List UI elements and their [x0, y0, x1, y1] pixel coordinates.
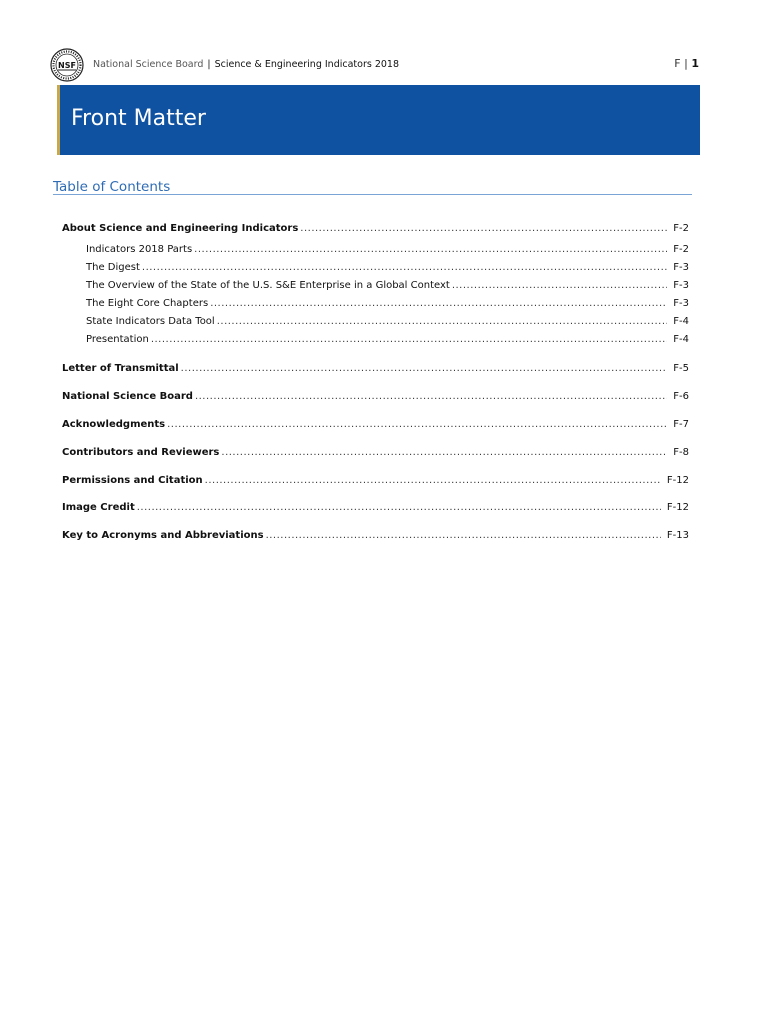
toc-leader-dots [167, 418, 667, 432]
toc-entry-title: State Indicators Data Tool [86, 316, 215, 327]
toc-entry-title: The Overview of the State of the U.S. S&E Enterprise in a Global Context [86, 280, 450, 291]
publication-title: Science & Engineering Indicators 2018 [214, 59, 399, 70]
toc-leader-dots [195, 390, 667, 404]
toc-entry-core-chapters[interactable] [86, 297, 689, 311]
toc-entry-title: Indicators 2018 Parts [86, 244, 193, 255]
toc-entry-page: F-3 [673, 298, 689, 309]
toc-entry-contributors-reviewers[interactable] [62, 446, 689, 460]
toc-leader-dots [194, 243, 667, 257]
toc-entry-title: National Science Board [62, 391, 193, 402]
seal-text: NSF [58, 61, 76, 70]
toc-entry-title: Letter of Transmittal [62, 363, 179, 374]
toc-entry-title: Acknowledgments [62, 419, 166, 430]
toc-leader-dots [137, 501, 661, 515]
page-number-value: 1 [691, 57, 699, 70]
header-title-line [93, 58, 399, 72]
toc-leader-dots [142, 261, 667, 275]
toc-heading [53, 176, 692, 195]
toc-entry-page: F-5 [673, 363, 689, 374]
toc-entry-acknowledgments[interactable] [62, 418, 689, 432]
toc-entry-state-data-tool[interactable] [86, 315, 689, 329]
toc-entry-title: The Eight Core Chapters [86, 298, 209, 309]
toc-entry-letter-of-transmittal[interactable] [62, 362, 689, 376]
toc-entry-national-science-board[interactable] [62, 390, 689, 404]
toc-entry-title: Key to Acronyms and Abbreviations [62, 530, 264, 541]
toc-entry-page: F-4 [673, 334, 689, 345]
toc-entry-indicators-parts[interactable] [86, 243, 689, 257]
toc-entry-title: The Digest [86, 262, 140, 273]
toc-leader-dots [205, 474, 661, 488]
page-number [674, 57, 699, 71]
running-header [50, 48, 700, 82]
org-name: National Science Board [93, 59, 204, 70]
toc-heading-text: Table of Contents [53, 179, 171, 195]
toc-entry-permissions-citation[interactable] [62, 474, 689, 488]
toc-entry-title: Permissions and Citation [62, 475, 203, 486]
toc-leader-dots [452, 279, 667, 293]
toc-entry-acronyms-abbreviations[interactable] [62, 529, 689, 543]
toc-leader-dots [151, 333, 667, 347]
toc-entry-title: Presentation [86, 334, 149, 345]
toc-leader-dots [300, 222, 667, 236]
toc-leader-dots [221, 446, 667, 460]
toc-entry-page: F-12 [666, 502, 689, 513]
toc-entry-title: Contributors and Reviewers [62, 447, 220, 458]
toc-entry-title: About Science and Engineering Indicators [62, 223, 299, 234]
page-separator: | [684, 57, 688, 70]
toc-entry-page: F-3 [673, 280, 689, 291]
toc-entry-page: F-7 [673, 419, 689, 430]
toc-entry-page: F-2 [673, 244, 689, 255]
toc-entry-page: F-12 [666, 475, 689, 486]
toc-entry-page: F-13 [666, 530, 689, 541]
toc-entry-title: Image Credit [62, 502, 135, 513]
toc-entry-presentation[interactable] [86, 333, 689, 347]
toc-entry-about-indicators[interactable] [62, 222, 689, 236]
toc-leader-dots [210, 297, 667, 311]
toc-entry-image-credit[interactable] [62, 501, 689, 515]
nsf-seal-logo [50, 48, 84, 82]
toc-leader-dots [217, 315, 668, 329]
toc-entry-page: F-2 [673, 223, 689, 234]
toc-entry-page: F-3 [673, 262, 689, 273]
page-prefix: F [674, 57, 681, 70]
section-title: Front Matter [71, 106, 206, 131]
toc-entry-page: F-4 [673, 316, 689, 327]
header-separator: | [207, 59, 211, 70]
toc-entry-overview[interactable] [86, 279, 689, 293]
toc-entry-page: F-8 [673, 447, 689, 458]
toc-entry-page: F-6 [673, 391, 689, 402]
toc-leader-dots [181, 362, 668, 376]
toc-leader-dots [266, 529, 661, 543]
toc-entry-digest[interactable] [86, 261, 689, 275]
section-banner [57, 85, 700, 155]
